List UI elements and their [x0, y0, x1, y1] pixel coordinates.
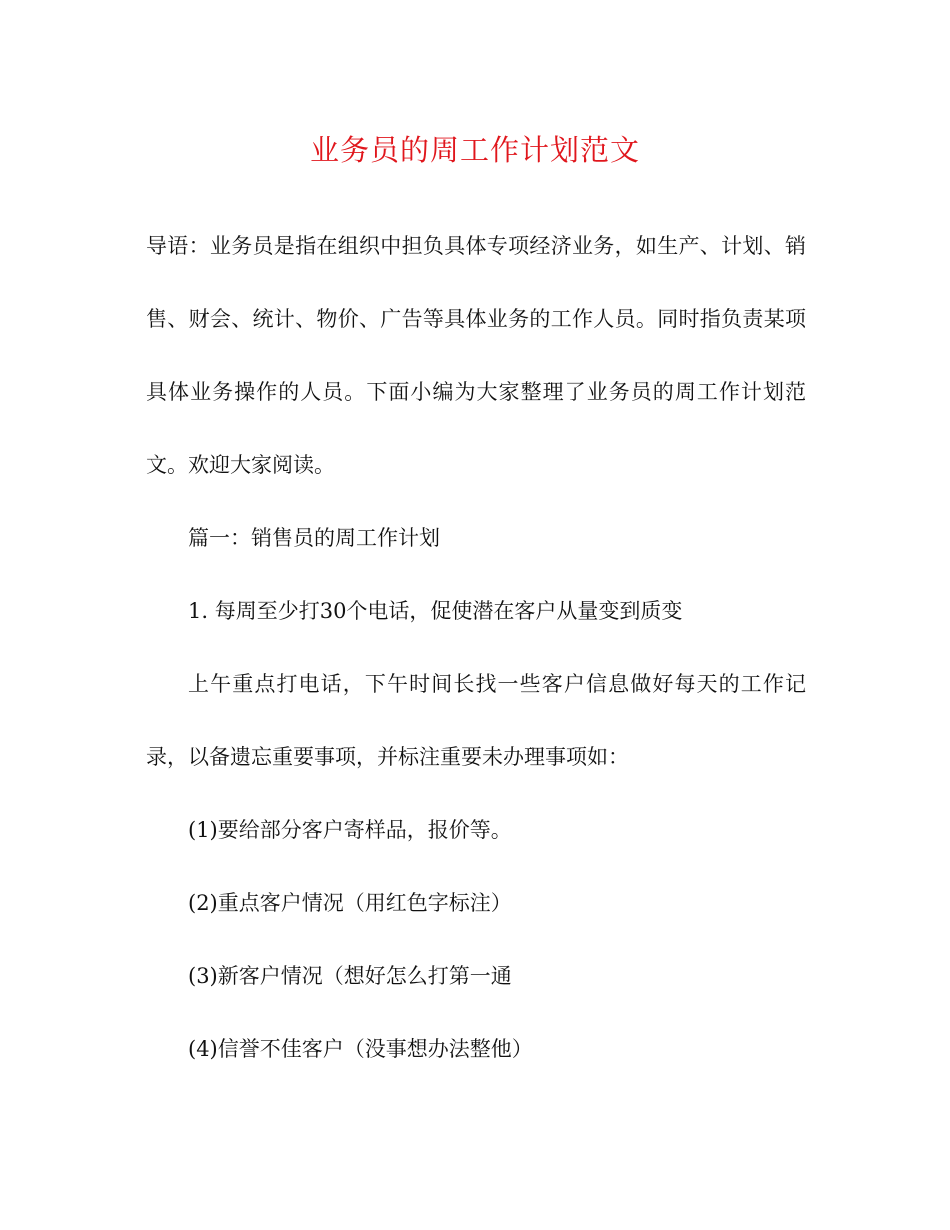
section-heading: 篇一：销售员的周工作计划: [188, 526, 440, 550]
list-item: (2)重点客户情况（用红色字标注）: [188, 891, 512, 915]
list-item: (1)要给部分客户寄样品，报价等。: [188, 818, 512, 842]
list-item: 1. 每周至少打30个电话，促使潜在客户从量变到质变: [188, 599, 683, 623]
body-paragraph: 上午重点打电话，下午时间长找一些客户信息做好每天的工作记录，以备遗忘重要事项，并标注重要未办理事项如：: [146, 672, 806, 769]
list-item: (4)信誉不佳客户（没事想办法整他）: [188, 1037, 533, 1061]
intro-paragraph: 导语：业务员是指在组织中担负具体专项经济业务，如生产、计划、销售、财会、统计、物价、广告等具体业务的工作人员。同时指负责某项具体业务操作的人员。下面小编为大家整理了业务员的周工作计划范文。欢迎大家阅读。: [146, 234, 806, 477]
document-body: [146, 210, 806, 1086]
list-item: (3)新客户情况（想好怎么打第一通: [188, 964, 512, 988]
document-title: 业务员的周工作计划范文: [309, 133, 640, 167]
